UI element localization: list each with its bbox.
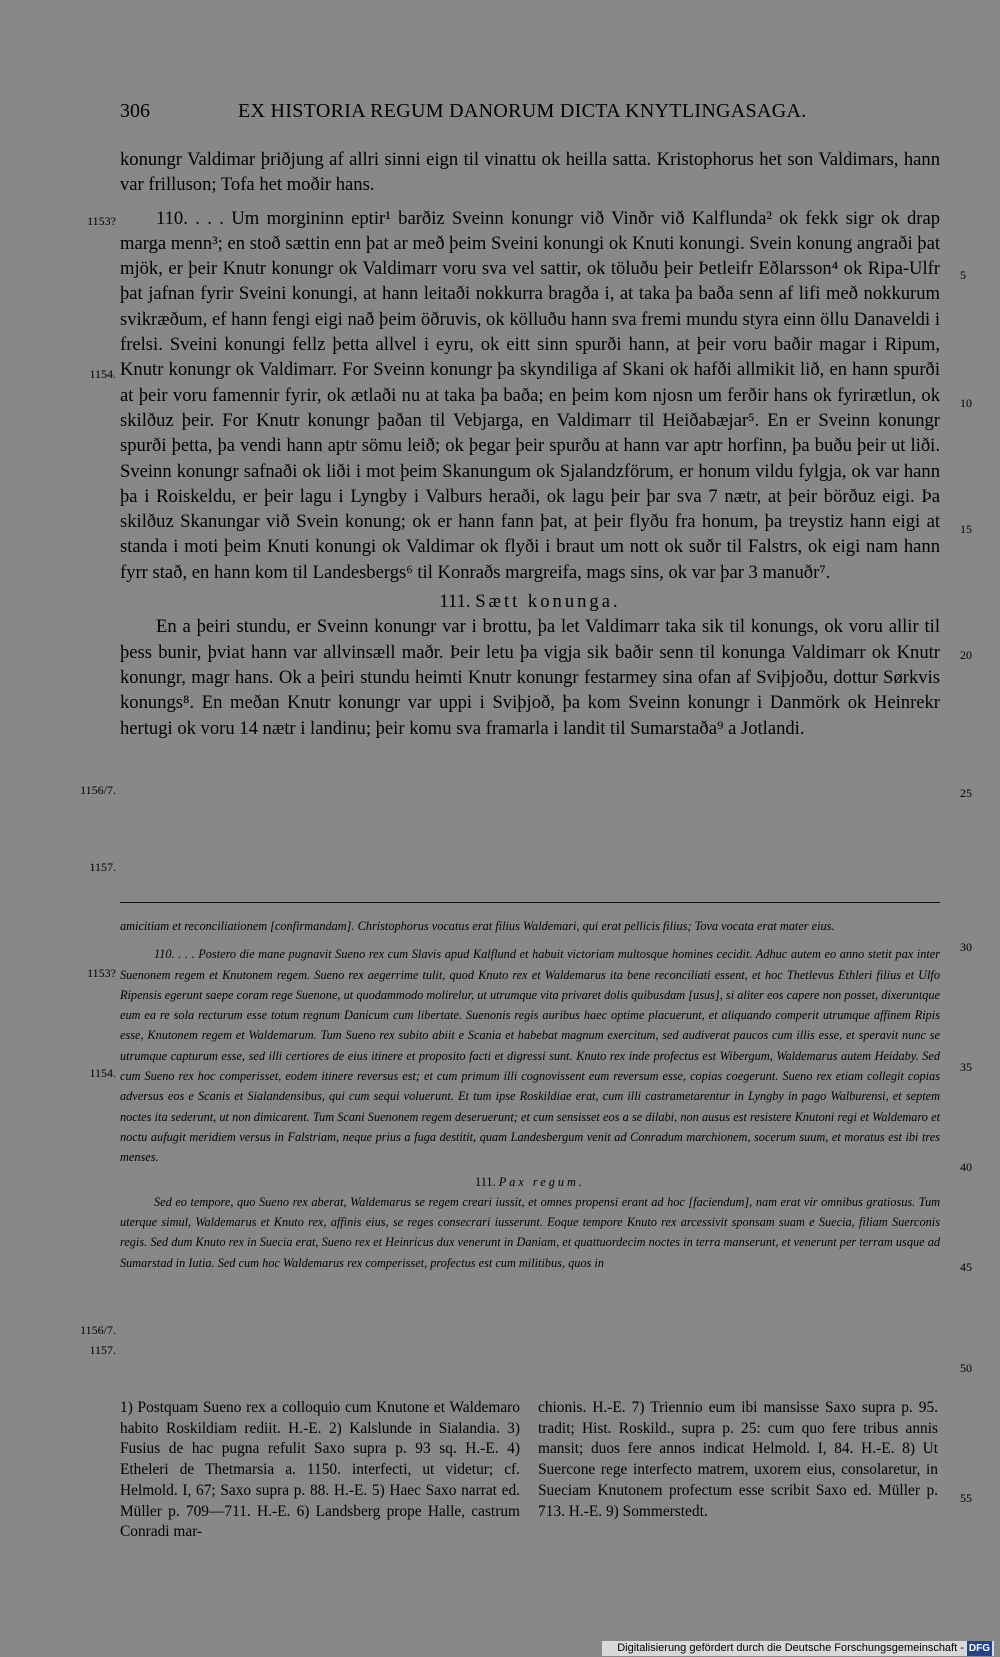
footnotes-text: chionis. H.-E. 7) Triennio eum ibi mansisse Saxo supra p. 95. tradit; Hist. Roskild., supra p. 25: cum quo fere tribus annis mansit; duos fere annos indicat Helmold. I, 84. H.-E. 8) Ut Suercone rege interfecto matrem, uxorem eius, consolaretur, in Sueciam Knutonem profectum esse scribit Saxo ed. Müller p. 713. H.-E. 9) Sommerstedt. bbox=[538, 1399, 938, 1520]
digitization-credit bbox=[602, 1641, 994, 1656]
line-number: 25 bbox=[960, 786, 972, 800]
line-number: 40 bbox=[960, 1160, 972, 1174]
margin-year: 1157. bbox=[89, 1343, 116, 1357]
line-number: 35 bbox=[960, 1060, 972, 1074]
footnotes-column-left bbox=[120, 1398, 520, 1543]
page-number: 306 bbox=[120, 100, 150, 122]
latin-paragraph: amicitiam et reconciliationem [confirmandam]. Christophorus vocatus erat filius Waldemari, qui erat pellicis filius; Tova vocata erat mater eius. bbox=[120, 919, 835, 933]
latin-section-number: 111. bbox=[475, 1174, 496, 1189]
norse-paragraph: En a þeiri stundu, er Sveinn konungr var i brottu, þa let Valdimarr taka sik til konungs, ok voru allir til þess bunir, þviat hann var allvinsæll maðr. Þeir letu þa vigja sik baðir senn til konunga Valdimarr ok Knutr konungr, magr hans. Ok a þeiri stundu heimti Knutr konungr festarmey sina ofan af Sviþjoðu, dottur Sørkvis konungs⁸. En meðan Knutr konungr var uppi i Sviþjoð, þa kom Sveinn konungr i Danmörk ok Heinrekr hertugi ok voru 14 nætr i landinu; þeir komu sva framarla i landit til Sumarstaða⁹ a Jotlandi. bbox=[120, 616, 940, 739]
line-number: 20 bbox=[960, 648, 972, 662]
latin-text bbox=[120, 916, 940, 1273]
margin-year: 1153? bbox=[87, 214, 116, 228]
margin-year: 1153? bbox=[87, 966, 116, 980]
footnotes-text: 1) Postquam Sueno rex a colloquio cum Knutone et Waldemaro habito Roskildiam rediit. H.-E. 2) Kalslunde in Sialandia. 3) Fusius de hac pugna refulit Saxo supra p. 93 sq. H.-E. 4) Etheleri de Thetmarsia a. 1150. interfecti, ut videtur; cf. Helmold. I, 67; Saxo supra p. 88. H.-E. 5) Haec Saxo narrat ed. Müller p. 709—711. H.-E. 6) Landsberg prope Halle, castrum Conradi mar- bbox=[120, 1399, 520, 1541]
margin-year: 1154. bbox=[89, 1066, 116, 1080]
dfg-logo: DFG bbox=[968, 1643, 990, 1654]
latin-paragraph: Sed eo tempore, quo Sueno rex aberat, Waldemarus se regem creari iussit, et omnes propensi erant ad hoc [faciendum], nam erat vir omnibus gratiosus. Tum uterque simul, Waldemarus et Knuto rex, affinis eius, se reges consecrari iusserunt. Eoque tempore Knuto rex arcessivit sponsam suam e Suecia, filiam Suerconis regis. Sed dum Knuto rex in Suecia erat, Sueno rex et Heinricus dux venerunt in Daniam, et quattuordecim noctes in terra manserunt, et venerunt per terram usque ad Sumarstad in Iutia. Sed cum hoc Waldemarus rex comperisset, profectus est cum militibus, quos in bbox=[120, 1194, 940, 1270]
line-number: 50 bbox=[960, 1361, 972, 1375]
line-number: 55 bbox=[960, 1491, 972, 1505]
norse-paragraph: konungr Valdimar þriðjung af allri sinni eign til vinattu ok heilla satta. Kristophorus het son Valdimars, hann var frilluson; Tofa het moðir hans. bbox=[120, 149, 940, 196]
latin-section-heading bbox=[120, 1172, 940, 1192]
norse-text bbox=[120, 147, 940, 741]
section-heading bbox=[120, 589, 940, 614]
line-number: 10 bbox=[960, 396, 972, 410]
line-number: 45 bbox=[960, 1260, 972, 1274]
line-number: 30 bbox=[960, 940, 972, 954]
footnotes-column-right bbox=[538, 1398, 938, 1522]
latin-paragraph: 110. . . . Postero die mane pugnavit Sueno rex cum Slavis apud Kalflund et habuit victoriam multosque homines cecidit. Adhuc autem eo anno stetit pax inter Suenonem regem et Knutonem regem. Sueno rex aegerrime tulit, quod Knuto rex et Waldemarus ita bene reconciliati essent, et hoc Thetlevus Ethleri filius et Ulfo Ripensis egerunt saepe coram rege Suenone, ut quodammodo molirelur, ut utrumque vita privaret dolis quibusdam [usus], si aliter eos capere non posset, dixeruntque eum ea re sola recturum esse totum regnum Danicum cum libertate. Suenonis regis auribus haec optime placuerunt, et aliquando comperit utrumque affinem Ripis esse, Knutonem regem et Waldemarum. Tum Sueno rex subito abiit e Scania et habebat magnum exercitum, sed audiverat paucos cum illis esse, et speravit nunc se utrumque capturum esse, sed illi certiores de eius itinere et proposito facti et digressi sunt. Knuto rex inde profectus est Wibergum, Waldemarus autem Heidaby. Sed cum Sueno rex hoc comperisset, eodem itinere reversus est; et cum primum illi cognovissent eum reversum esse, copias coegerunt. Sueno rex etiam collegit copias adversus eos e Scanis et Sialandensibus, qui cum sequi voluerunt. Et tum ipse Roskildiae erat, cum illi castrametarentur in Lyngby in pago Walburensi, et septem noctes ita sederunt, ut non dimicarent. Tum Scani Suenonem regem deseruerunt; et cum sensisset eos a se dilabi, non ausus est resistere Knutoni regi et Waldemaro et noctu aufugit meridiem versus in Falstriam, neque prius a fuga destitit, quam Landesbergum venit ad Conradum marchionem, socerum suum, et moratus est ibi tres menses. bbox=[120, 947, 940, 1165]
latin-section-title: Pax regum. bbox=[498, 1174, 585, 1189]
margin-year: 1154. bbox=[89, 367, 116, 381]
line-number: 15 bbox=[960, 522, 972, 536]
separator-rule bbox=[120, 902, 940, 903]
section-number: 111. bbox=[439, 591, 471, 613]
running-title: EX HISTORIA REGUM DANORUM DICTA KNYTLINGASAGA. bbox=[238, 100, 807, 122]
margin-year: 1156/7. bbox=[80, 1323, 116, 1337]
margin-year: 1156/7. bbox=[80, 783, 116, 797]
credit-text: Digitalisierung gefördert durch die Deutsche Forschungsgemeinschaft - bbox=[617, 1642, 964, 1654]
norse-paragraph: 110. . . . Um morgininn eptir¹ barðiz Sveinn konungr við Vinðr við Kalflunda² ok fekk sigr ok drap marga menn³; en stoð sættin enn þat ar með þeim Sveini konungi ok Knuti konungi. Svein konung angraði þat mjök, er þeir Knutr konungr ok Valdimarr voru sva vel sattir, ok töluðu þeir Þetleifr Eðlarsson⁴ ok Ripa-Ulfr þat jafnan fyrir Sveini konungi, at hann leitaði nokkurra bragða i, at taka þa baða senn af lifi með nokkurum svikræðum, ef hann fengi eigi nað þeim öðruvis, ok kölluðu hann sva fremi mundu styra einn öllu Danaveldi i frelsi. Sveini konungi fellz þetta allvel i eyru, ok eitt sinn spurði hann, at þeir voru baðir magar i Ripum, Knutr konungr ok Valdimarr. For Sveinn konungr þa skyndiliga af Skani ok hafði allmikit lið, en hann spurði at þeir voru famennir fyrir, ok ætlaði nu at taka þa baða; en þeim kom njosn um ferðir hans ok fyrirætlun, ok skilðuz þeir. For Knutr konungr þaðan til Vebjarga, en Valdimarr til Heiðabæjar⁵. En er Sveinn konungr spurði þetta, þa vendi hann aptr sömu leið; ok þegar þeir spurðu at hann var aptr horfinn, þa buðu þeir ut liði. Sveinn konungr safnaði ok liði i mot þeim Skanungum ok Sjalandzförum, er honum vildu fylgja, ok var hann þa i Roiskeldu, er þeir lagu i Lyngby i Valburs heraði, ok lagu þeir þar sva 7 nætr, at þeir börðuz eigi. Þa skilðuz Skanungar við Svein konung; ok er hann fann þat, at þeir flyðu fra honum, þa treystiz hann eigi at standa i moti þeim Knuti konungi ok Valdimar ok flyði i braut um nott ok suðr til Falstrs, ok eigi nam hann fyrr stað, en hann kom til Landesbergs⁶ til Konraðs margreifa, mags sins, ok var þar 3 manuðr⁷. bbox=[120, 207, 940, 583]
line-number: 5 bbox=[960, 268, 966, 282]
section-title: Sætt konunga. bbox=[475, 591, 621, 613]
margin-year: 1157. bbox=[89, 860, 116, 874]
